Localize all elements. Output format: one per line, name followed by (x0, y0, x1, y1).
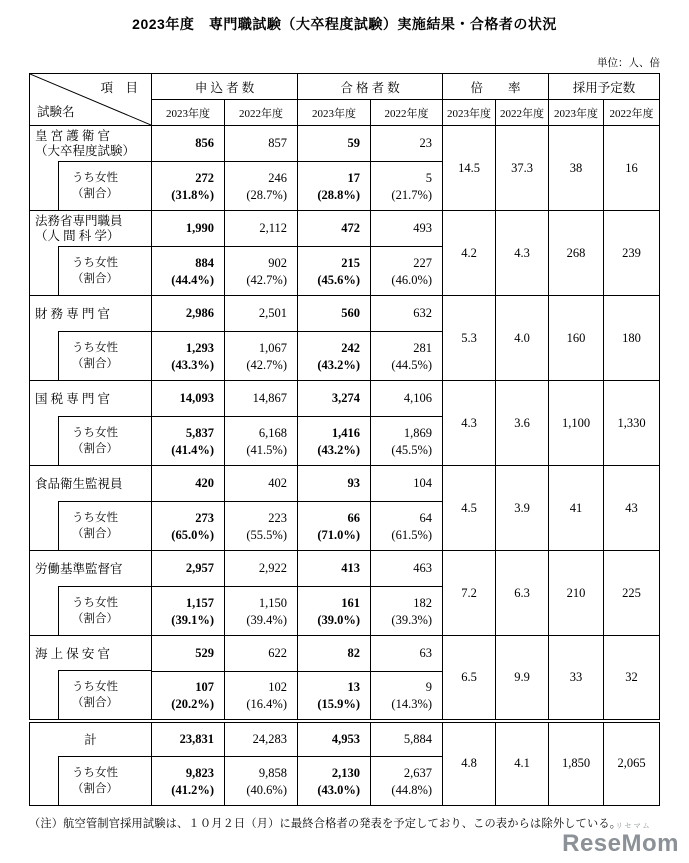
ratio-label: （割合） (72, 783, 118, 795)
female-count: 9,823 (185, 765, 214, 780)
female-count: 272 (195, 170, 214, 185)
female-applicants-2023 (152, 247, 225, 296)
ratio-2023: 4.3 (443, 381, 496, 466)
planned-hires-2023: 268 (549, 211, 604, 296)
female-percent: (45.6%) (317, 272, 361, 287)
passers-2022: 63 (371, 636, 443, 672)
footnote: （注）航空管制官採用試験は、１０月２日（月）に最終合格者の発表を予定しており、この表からは除外している。 (29, 818, 622, 830)
female-count: 273 (195, 510, 214, 525)
female-subrow-label (58, 416, 151, 465)
results-table (29, 73, 660, 806)
planned-hires-2022: 32 (604, 636, 660, 721)
female-applicants-2023 (152, 417, 225, 466)
female-percent: (55.5%) (246, 527, 288, 542)
applicants-2022: 622 (225, 636, 298, 672)
applicants-2023: 420 (152, 466, 225, 502)
female-count: 17 (347, 170, 361, 185)
female-percent: (42.7%) (246, 357, 288, 372)
planned-hires-2022: 239 (604, 211, 660, 296)
female-passers-2023 (298, 162, 371, 211)
exam-name-cell (30, 636, 152, 721)
ratio-2023: 4.8 (443, 721, 496, 806)
exam-name: 海 上 保 安 官 (35, 646, 111, 661)
female-percent: (41.4%) (171, 442, 214, 457)
exam-name-cell (30, 381, 152, 466)
female-label: うち女性 (72, 172, 118, 184)
female-percent: (44.5%) (391, 357, 433, 372)
female-applicants-2023 (152, 332, 225, 381)
ratio-2022: 6.3 (496, 551, 549, 636)
year-header-passers-2023: 2023年度 (298, 100, 371, 126)
female-subrow-label (58, 161, 151, 210)
female-passers-2022 (371, 672, 443, 721)
female-percent: (39.0%) (317, 612, 361, 627)
female-percent: (39.3%) (391, 612, 433, 627)
exam-name-cell (30, 466, 152, 551)
passers-2023: 413 (298, 551, 371, 587)
female-label: うち女性 (72, 767, 118, 779)
ratio-label: （割合） (72, 273, 118, 285)
female-subrow-label (58, 331, 151, 380)
female-passers-2023 (298, 757, 371, 806)
female-percent: (43.3%) (171, 357, 214, 372)
female-passers-2022 (371, 332, 443, 381)
female-count: 223 (268, 510, 288, 525)
female-applicants-2023 (152, 757, 225, 806)
planned-hires-2023: 1,850 (549, 721, 604, 806)
planned-hires-2023: 160 (549, 296, 604, 381)
female-percent: (42.7%) (246, 272, 288, 287)
passers-2023: 59 (298, 126, 371, 162)
year-header-ratio-2023: 2023年度 (443, 100, 496, 126)
female-count: 1,150 (258, 595, 288, 610)
female-label: うち女性 (72, 427, 118, 439)
female-applicants-2022 (225, 332, 298, 381)
female-count: 2,130 (331, 765, 361, 780)
corner-label-exam-name: 試験名 (37, 105, 75, 119)
female-passers-2023 (298, 502, 371, 551)
exam-name-cell (30, 551, 152, 636)
female-percent: (43.0%) (317, 782, 361, 797)
passers-2022: 463 (371, 551, 443, 587)
applicants-2023: 2,986 (152, 296, 225, 332)
female-count: 215 (341, 255, 361, 270)
ratio-label: （割合） (72, 696, 118, 709)
female-percent: (43.2%) (317, 442, 361, 457)
female-passers-2023 (298, 672, 371, 721)
female-count: 9,858 (258, 765, 288, 780)
female-applicants-2022 (225, 672, 298, 721)
female-count: 161 (341, 595, 361, 610)
female-count: 182 (413, 595, 433, 610)
exam-name-cell (30, 721, 152, 806)
year-header-hires-2022: 2022年度 (604, 100, 660, 126)
female-count: 227 (413, 255, 433, 270)
exam-name-cell (30, 211, 152, 296)
planned-hires-2023: 41 (549, 466, 604, 551)
planned-hires-2023: 210 (549, 551, 604, 636)
female-count: 2,637 (403, 765, 433, 780)
passers-2022: 493 (371, 211, 443, 247)
year-header-applicants-2022: 2022年度 (225, 100, 298, 126)
female-count: 1,157 (185, 595, 214, 610)
exam-name: 労働基準監督官 (35, 561, 123, 576)
female-label: うち女性 (72, 342, 118, 354)
female-percent: (46.0%) (391, 272, 433, 287)
applicants-2022: 24,283 (225, 721, 298, 757)
female-passers-2022 (371, 417, 443, 466)
logo-kana-label: リセマム (615, 823, 652, 830)
ratio-2023: 5.3 (443, 296, 496, 381)
ratio-2023: 6.5 (443, 636, 496, 721)
female-count: 884 (195, 255, 214, 270)
applicants-2023: 2,957 (152, 551, 225, 587)
passers-2023: 472 (298, 211, 371, 247)
female-subrow-label (58, 246, 151, 295)
applicants-2023: 856 (152, 126, 225, 162)
female-applicants-2023 (152, 672, 225, 721)
female-subrow-label (58, 501, 151, 550)
exam-name: 法務省専門職員 (35, 214, 123, 228)
applicants-2022: 402 (225, 466, 298, 502)
female-passers-2022 (371, 247, 443, 296)
applicants-2023: 14,093 (152, 381, 225, 417)
passers-2023: 82 (298, 636, 371, 672)
ratio-2022: 3.9 (496, 466, 549, 551)
exam-name-block (30, 126, 151, 162)
female-count: 5,837 (185, 425, 214, 440)
exam-name: 食品衛生監視員 (35, 476, 123, 491)
applicants-2023: 1,990 (152, 211, 225, 247)
planned-hires-2022: 1,330 (604, 381, 660, 466)
group-header-passers: 合 格 者 数 (298, 74, 443, 100)
planned-hires-2022: 2,065 (604, 721, 660, 806)
exam-name: 皇 宮 護 衛 官 (35, 129, 111, 143)
exam-name-line2: （人 間 科 学） (35, 229, 120, 243)
exam-name-line2: （大卒程度試験） (35, 144, 136, 158)
exam-name: 財 務 専 門 官 (35, 306, 111, 321)
female-percent: (41.5%) (246, 442, 288, 457)
passers-2022: 632 (371, 296, 443, 332)
applicants-2023: 529 (152, 636, 225, 672)
female-subrow-label (58, 670, 151, 719)
applicants-2022: 2,501 (225, 296, 298, 332)
exam-name-cell (30, 126, 152, 211)
exam-name-block (30, 723, 151, 759)
female-percent: (28.7%) (246, 187, 288, 202)
applicants-2022: 14,867 (225, 381, 298, 417)
female-count: 6,168 (258, 425, 288, 440)
female-passers-2023 (298, 247, 371, 296)
ratio-2022: 4.0 (496, 296, 549, 381)
passers-2023: 93 (298, 466, 371, 502)
female-percent: (44.4%) (171, 272, 214, 287)
female-applicants-2022 (225, 502, 298, 551)
female-count: 281 (413, 340, 433, 355)
passers-2023: 3,274 (298, 381, 371, 417)
female-percent: (65.0%) (171, 527, 214, 542)
group-header-planned-hires: 採用予定数 (549, 74, 660, 100)
female-percent: (39.1%) (171, 612, 214, 627)
female-count: 102 (268, 679, 288, 694)
corner-label-item: 項 目 (100, 81, 138, 95)
passers-2023: 560 (298, 296, 371, 332)
female-count: 242 (341, 340, 361, 355)
female-count: 107 (195, 679, 214, 694)
female-count: 1,067 (258, 340, 288, 355)
female-percent: (14.3%) (391, 696, 433, 711)
page-title: 2023年度 専門職試験（大卒程度試験）実施結果・合格者の状況 (132, 16, 557, 32)
female-percent: (71.0%) (317, 527, 361, 542)
exam-name-block (30, 636, 151, 672)
planned-hires-2022: 43 (604, 466, 660, 551)
exam-name-block (30, 381, 151, 417)
female-applicants-2022 (225, 587, 298, 636)
ratio-2023: 14.5 (443, 126, 496, 211)
passers-2022: 5,884 (371, 721, 443, 757)
female-percent: (61.5%) (391, 527, 433, 542)
female-passers-2022 (371, 757, 443, 806)
applicants-2022: 2,112 (225, 211, 298, 247)
exam-name-block (30, 466, 151, 502)
ratio-2022: 37.3 (496, 126, 549, 211)
female-passers-2023 (298, 417, 371, 466)
female-subrow-label (58, 756, 151, 805)
group-header-applicants: 申 込 者 数 (152, 74, 298, 100)
female-count: 246 (268, 170, 288, 185)
group-header-ratio: 倍 率 (443, 74, 549, 100)
year-header-applicants-2023: 2023年度 (152, 100, 225, 126)
ratio-2022: 3.6 (496, 381, 549, 466)
ratio-2023: 4.5 (443, 466, 496, 551)
passers-2023: 4,953 (298, 721, 371, 757)
ratio-2022: 4.3 (496, 211, 549, 296)
female-percent: (41.2%) (171, 782, 214, 797)
female-percent: (31.8%) (171, 187, 214, 202)
ratio-label: （割合） (72, 443, 118, 455)
female-count: 66 (347, 510, 361, 525)
female-count: 64 (419, 510, 433, 525)
planned-hires-2022: 16 (604, 126, 660, 211)
planned-hires-2022: 180 (604, 296, 660, 381)
female-label: うち女性 (72, 597, 118, 609)
applicants-2022: 2,922 (225, 551, 298, 587)
exam-name-block (30, 551, 151, 587)
ratio-label: （割合） (72, 188, 118, 200)
female-applicants-2022 (225, 757, 298, 806)
passers-2022: 104 (371, 466, 443, 502)
female-percent: (20.2%) (171, 696, 214, 711)
ratio-label: （割合） (72, 358, 118, 370)
female-percent: (44.8%) (391, 782, 433, 797)
female-count: 1,293 (185, 340, 214, 355)
year-header-ratio-2022: 2022年度 (496, 100, 549, 126)
planned-hires-2023: 33 (549, 636, 604, 721)
female-count: 5 (425, 170, 433, 185)
female-passers-2022 (371, 162, 443, 211)
female-applicants-2023 (152, 502, 225, 551)
passers-2022: 23 (371, 126, 443, 162)
female-count: 9 (425, 679, 433, 694)
ratio-2023: 4.2 (443, 211, 496, 296)
female-percent: (15.9%) (317, 696, 361, 711)
female-percent: (40.6%) (246, 782, 288, 797)
exam-name-cell (30, 296, 152, 381)
ratio-2023: 7.2 (443, 551, 496, 636)
female-count: 1,869 (403, 425, 433, 440)
female-count: 13 (347, 679, 361, 694)
female-percent: (43.2%) (317, 357, 361, 372)
female-percent: (21.7%) (391, 187, 433, 202)
ratio-label: （割合） (72, 528, 118, 540)
female-passers-2023 (298, 332, 371, 381)
female-percent: (16.4%) (246, 696, 288, 711)
female-applicants-2022 (225, 247, 298, 296)
female-subrow-label (58, 586, 151, 635)
female-label: うち女性 (72, 680, 118, 693)
planned-hires-2022: 225 (604, 551, 660, 636)
ratio-2022: 4.1 (496, 721, 549, 806)
unit-note: 単位：人、倍 (597, 58, 660, 69)
female-count: 902 (268, 255, 288, 270)
female-applicants-2023 (152, 587, 225, 636)
ratio-label: （割合） (72, 613, 118, 625)
female-applicants-2023 (152, 162, 225, 211)
female-applicants-2022 (225, 162, 298, 211)
exam-name: 国 税 専 門 官 (35, 391, 111, 406)
applicants-2023: 23,831 (152, 721, 225, 757)
corner-header-cell (30, 74, 152, 126)
female-percent: (45.5%) (391, 442, 433, 457)
female-percent: (28.8%) (317, 187, 361, 202)
year-header-passers-2022: 2022年度 (371, 100, 443, 126)
female-passers-2022 (371, 587, 443, 636)
female-label: うち女性 (72, 512, 118, 524)
planned-hires-2023: 38 (549, 126, 604, 211)
ratio-2022: 9.9 (496, 636, 549, 721)
planned-hires-2023: 1,100 (549, 381, 604, 466)
exam-name-block (30, 296, 151, 332)
exam-name-block (30, 211, 151, 247)
female-percent: (39.4%) (246, 612, 288, 627)
female-passers-2022 (371, 502, 443, 551)
exam-name: 計 (84, 733, 97, 747)
year-header-hires-2023: 2023年度 (549, 100, 604, 126)
female-applicants-2022 (225, 417, 298, 466)
applicants-2022: 857 (225, 126, 298, 162)
female-passers-2023 (298, 587, 371, 636)
resemom-logo (562, 823, 679, 857)
passers-2022: 4,106 (371, 381, 443, 417)
logo-wordmark: ReseMom (562, 830, 679, 857)
female-count: 1,416 (331, 425, 361, 440)
female-label: うち女性 (72, 257, 118, 269)
